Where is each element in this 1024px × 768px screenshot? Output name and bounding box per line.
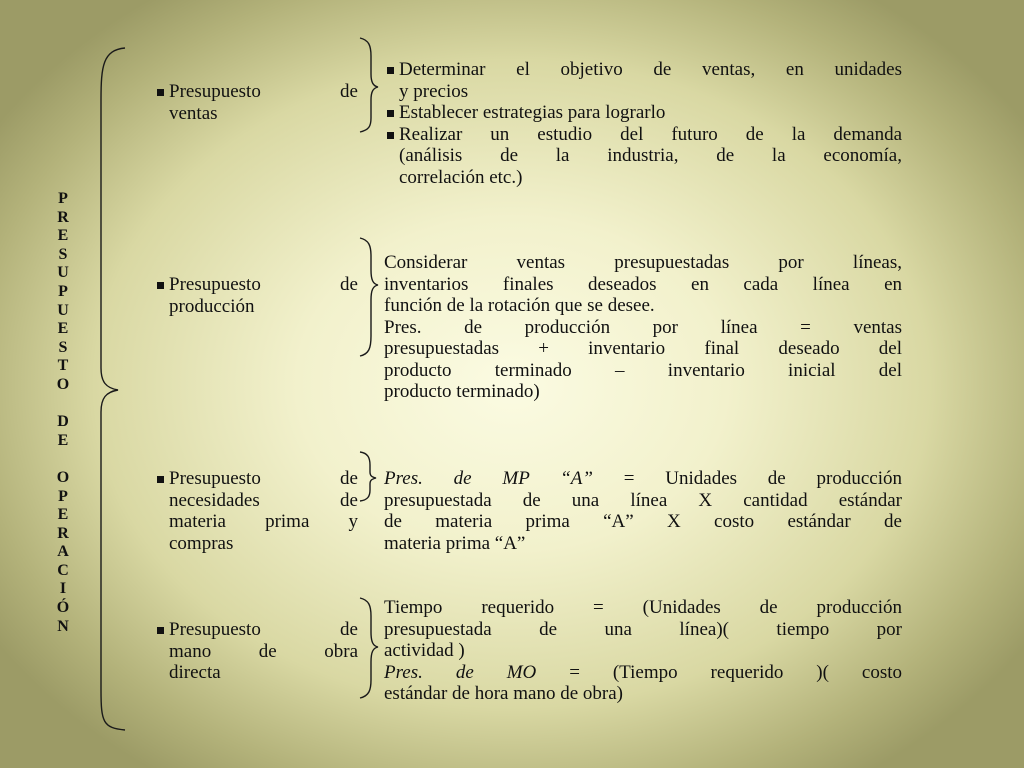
detail-line: de materia prima “A” X costo estándar de (384, 511, 902, 532)
vertical-letter: R (57, 208, 69, 226)
detail-line: correlación etc.) (399, 166, 523, 188)
detail-line: actividad ) (384, 640, 465, 661)
label-line: Presupuesto de (154, 274, 358, 296)
vertical-letter: D (57, 413, 69, 431)
detail-line: presupuestada de una línea)( tiempo por (384, 618, 902, 640)
label-line: producción (169, 295, 255, 317)
detail-line: Establecer estrategias para lograrlo (384, 102, 902, 124)
detail-line: Realizar un estudio del futuro de la demanda (384, 124, 902, 146)
vertical-letter: C (57, 561, 69, 579)
label-line: materia prima y (169, 511, 358, 532)
label-mano-obra (154, 619, 358, 684)
label-line: mano de obra (169, 640, 358, 662)
detail-line: producto terminado) (384, 381, 540, 402)
vertical-letter: Ó (56, 599, 70, 617)
details-mano-obra (384, 597, 902, 705)
detail-line: Considerar ventas presupuestadas por líneas, (384, 252, 902, 273)
vertical-letter: T (57, 357, 69, 375)
vertical-letter: S (58, 245, 68, 263)
detail-line: presupuestadas + inventario final deseado del (384, 338, 902, 359)
formula-text: = (Tiempo requerido )( costo (536, 661, 903, 683)
vertical-letter: E (57, 320, 69, 338)
label-line: Presupuesto de (154, 81, 358, 103)
vertical-letter: U (57, 301, 69, 319)
vertical-letter: A (57, 543, 69, 561)
detail-line: (análisis de la industria, de la economía, (399, 145, 902, 166)
vertical-letter: P (58, 282, 68, 300)
label-materia-prima (154, 468, 358, 554)
detail-line (384, 468, 902, 490)
detail-line: estándar de hora mano de obra) (384, 683, 623, 704)
vertical-letter: O (56, 375, 70, 393)
vertical-letter: E (57, 431, 69, 449)
formula-name: Pres. de MO (384, 661, 537, 683)
formula-text: = Unidades de producción (592, 468, 902, 489)
vertical-letter: U (57, 264, 69, 282)
vertical-letter: O (56, 468, 70, 486)
detail-line: producto terminado – inventario inicial del (384, 359, 902, 381)
label-line: Presupuesto de (154, 468, 358, 490)
brace-materia-prima (360, 452, 376, 501)
vertical-letter: S (58, 338, 68, 356)
detail-line: y precios (399, 80, 469, 102)
vertical-letter: E (57, 506, 69, 524)
details-produccion (384, 252, 902, 403)
brace-mano-obra (360, 598, 378, 698)
brace-ventas (360, 38, 378, 132)
main-brace (101, 48, 125, 730)
label-line: directa (169, 662, 221, 683)
vertical-letter: I (59, 580, 67, 598)
label-ventas (154, 81, 358, 124)
detail-line: función de la rotación que se desee. (384, 295, 655, 316)
detail-line: Tiempo requerido = (Unidades de producción (384, 597, 902, 618)
label-line: compras (169, 532, 234, 554)
details-ventas (384, 59, 902, 188)
detail-line: Determinar el objetivo de ventas, en unidades (384, 59, 902, 81)
detail-line: materia prima “A” (384, 532, 526, 554)
detail-line: inventarios finales deseados en cada línea en (384, 273, 902, 295)
details-materia-prima (384, 468, 902, 554)
detail-line: Pres. de producción por línea = ventas (384, 316, 902, 338)
vertical-letter: N (57, 617, 69, 635)
vertical-letter: R (57, 524, 69, 542)
label-line: ventas (169, 102, 218, 124)
label-line: necesidades de (169, 489, 358, 511)
vertical-letter: P (58, 190, 68, 207)
detail-line: presupuestada de una línea X cantidad estándar (384, 489, 902, 511)
formula-name: Pres. de MP “A” (384, 468, 593, 489)
vertical-letter: E (57, 227, 69, 245)
vertical-letter: P (58, 487, 68, 505)
label-produccion (154, 274, 358, 317)
label-line: Presupuesto de (154, 619, 358, 641)
detail-line (384, 662, 902, 684)
brace-produccion (360, 238, 378, 356)
